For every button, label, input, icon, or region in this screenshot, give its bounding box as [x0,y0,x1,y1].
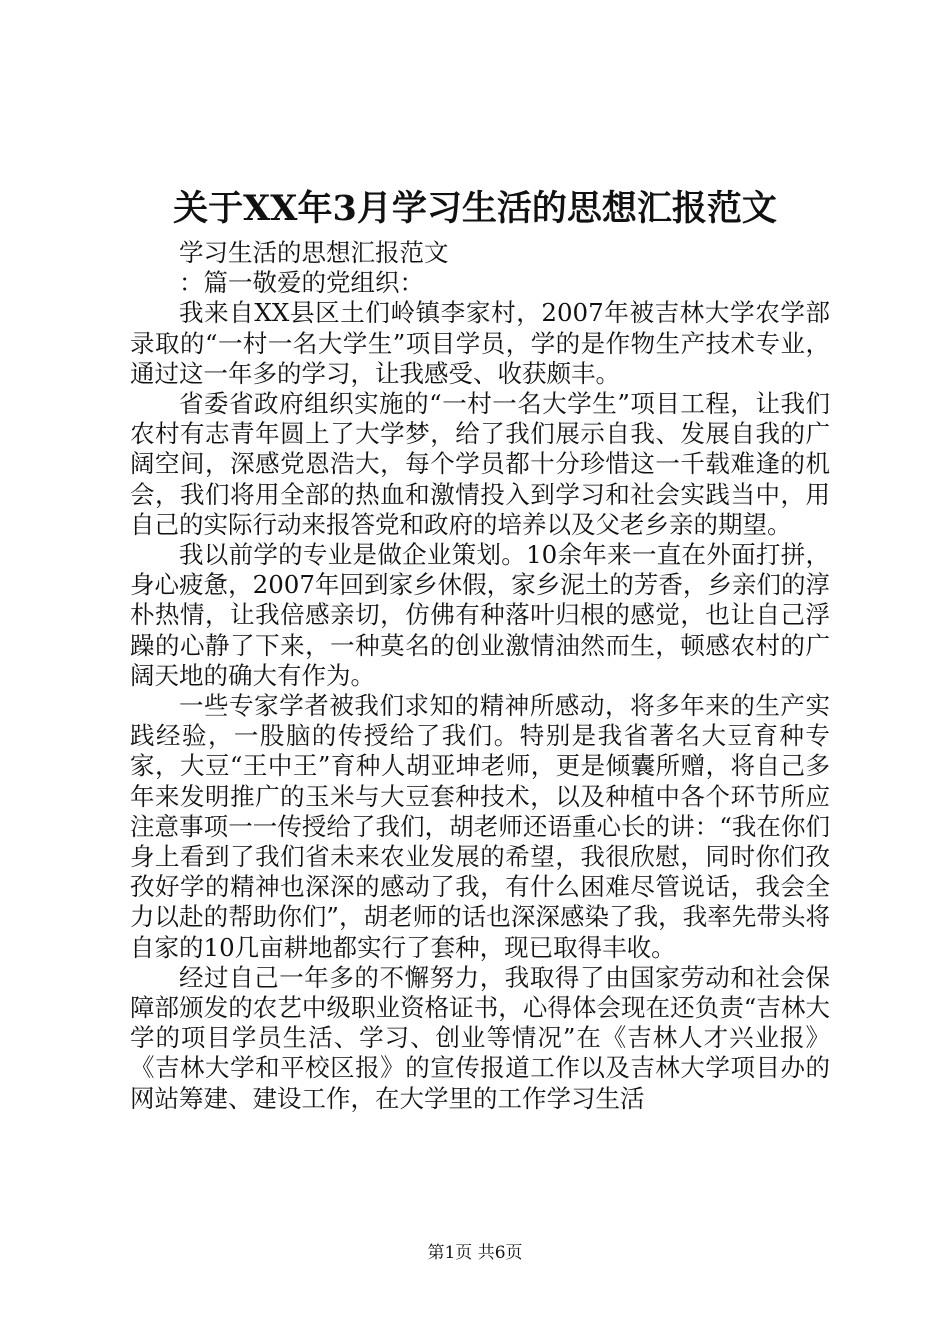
paragraph-4: 一些专家学者被我们求知的精神所感动，将多年来的生产实践经验，一股脑的传授给了我们。特别是我省著名大豆育种专家，大豆“王中王”育种人胡亚坤老师，更是倾囊所赠，将自己多年来发明推广的玉米与大豆套种技术，以及种植中各个环节所应注意事项一一传授给了我们，胡老师还语重心长的讲：“我在你们身上看到了我们省未来农业发展的希望，我很欣慰，同时你们孜孜好学的精神也深深的感动了我，有什么困难尽管说话，我会全力以赴的帮助你们”，胡老师的话也深深感染了我，我率先带头将自家的10几亩耕地都实行了套种，现已取得丰收。 [130,691,830,962]
paragraph-3: 我以前学的专业是做企业策划。10余年来一直在外面打拼，身心疲惫，2007年回到家乡休假，家乡泥土的芳香，乡亲们的淳朴热情，让我倍感亲切，仿佛有种落叶归根的感觉，也让自己浮躁的心静了下来，一种莫名的创业激情油然而生，顿感农村的广阔天地的确大有作为。 [130,540,830,690]
document-title: 关于XX年3月学习生活的思想汇报范文 [173,188,777,229]
subtitle-line: 学习生活的思想汇报范文 [179,238,449,267]
paragraph-1: 我来自XX县区土们岭镇李家村，2007年被吉林大学农学部录取的“一村一名大学生”项目学员，学的是作物生产技术专业，通过这一年多的学习，让我感受、收获颇丰。 [130,298,830,388]
paragraph-5: 经过自己一年多的不懈努力，我取得了由国家劳动和社会保障部颁发的农艺中级职业资格证书，心得体会现在还负责“吉林大学的项目学员生活、学习、创业等情况”在《吉林人才兴业报》《吉林大学和平校区报》的宣传报道工作以及吉林大学项目办的网站筹建、建设工作，在大学里的工作学习生活 [130,962,830,1113]
paragraph-2: 省委省政府组织实施的“一村一名大学生”项目工程，让我们农村有志青年圆上了大学梦，给了我们展示自我、发展自我的广阔空间，深感党恩浩大，每个学员都十分珍惜这一千载难逢的机会，我们将用全部的热血和激情投入到学习和社会实践当中，用自己的实际行动来报答党和政府的培养以及父老乡亲的期望。 [130,389,830,539]
page-footer: 第1页 共6页 [427,1243,523,1263]
document-body [130,238,830,1114]
salutation-line: ：篇一敬爱的党组织： [179,268,424,298]
